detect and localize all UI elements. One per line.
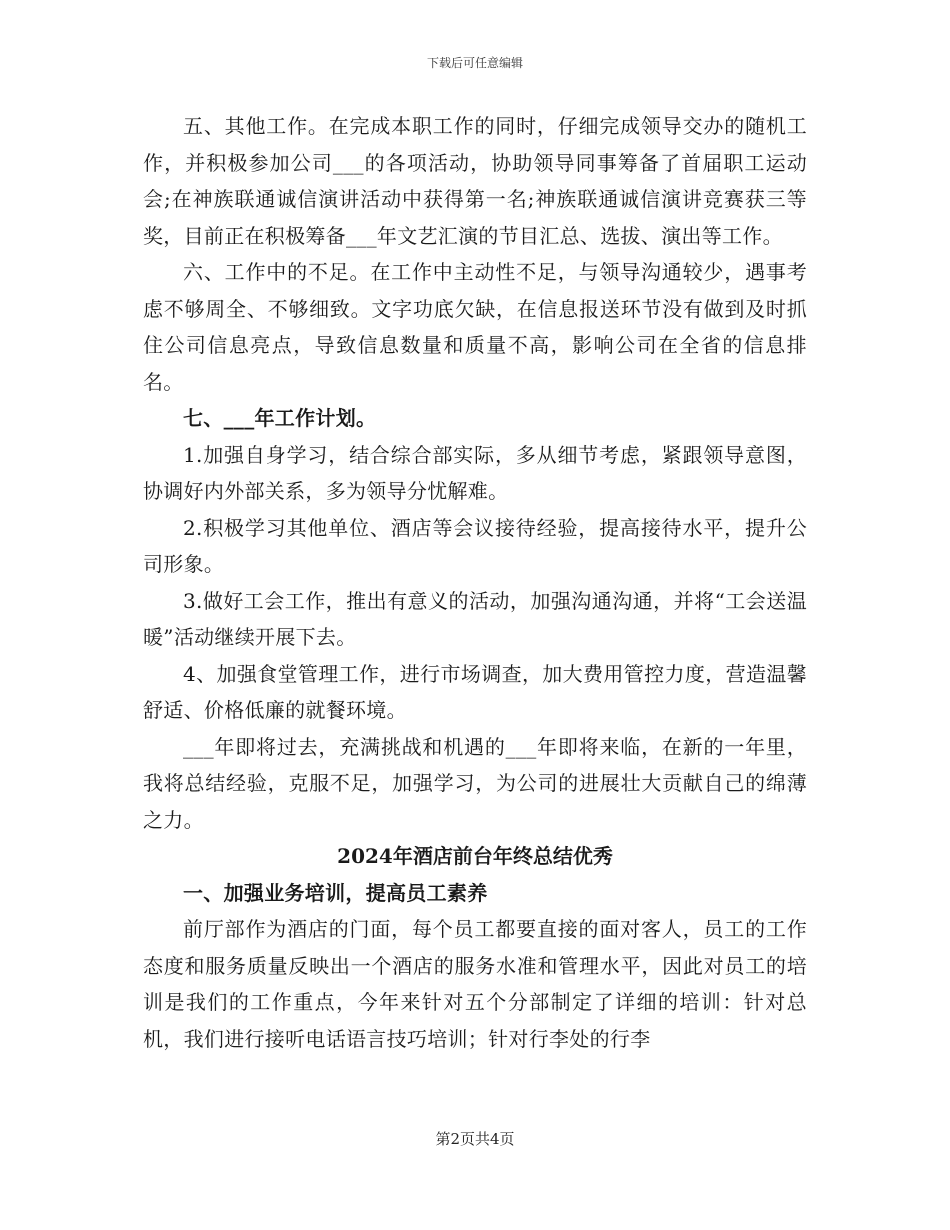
paragraph-training: 前厅部作为酒店的门面，每个员工都要直接的面对客人，员工的工作态度和服务质量反映出一个酒店的服务水准和管理水平，因此对员工的培训是我们的工作重点，今年来针对五个分部制定了详细的培训：针对总机，我们进行接听电话语言技巧培训；针对行李处的行李 (143, 917, 807, 1051)
page-number: 第2页共4页 (435, 1130, 515, 1148)
document-body (143, 108, 807, 1057)
document-title: 2024年酒店前台年终总结优秀 (337, 844, 613, 868)
paragraph-closing: ___年即将过去，充满挑战和机遇的___年即将来临，在新的一年里，我将总结经验，克服不足，加强学习，为公司的进展壮大贡献自己的绵薄之力。 (143, 734, 807, 832)
section-heading-training: 一、加强业务培训，提高员工素养 (183, 880, 488, 905)
plan-item-1: 1.加强自身学习，结合综合部实际，多从细节考虑，紧跟领导意图，协调好内外部关系，多为领导分忧解难。 (143, 442, 807, 503)
plan-item-4: 4、加强食堂管理工作，进行市场调查，加大费用管控力度，营造温馨舒适、价格低廉的就餐环境。 (143, 661, 807, 722)
paragraph-shortcomings: 六、工作中的不足。在工作中主动性不足，与领导沟通较少，遇事考虑不够周全、不够细致。文字功底欠缺，在信息报送环节没有做到及时抓住公司信息亮点，导致信息数量和质量不高，影响公司在全省的信息排名。 (143, 260, 807, 394)
paragraph-other-work: 五、其他工作。在完成本职工作的同时，仔细完成领导交办的随机工作，并积极参加公司___的各项活动，协助领导同事筹备了首届职工运动会;在神族联通诚信演讲活动中获得第一名;神族联通诚信演讲竞赛获三等奖，目前正在积极筹备___年文艺汇演的节目汇总、选拔、演出等工作。 (143, 114, 807, 248)
plan-item-3: 3.做好工会工作，推出有意义的活动，加强沟通沟通，并将“工会送温暖”活动继续开展下去。 (143, 588, 807, 649)
section-heading-work-plan: 七、___年工作计划。 (183, 406, 377, 430)
page-header: 下载后可任意编辑 (426, 56, 523, 70)
plan-item-2: 2.积极学习其他单位、酒店等会议接待经验，提高接待水平，提升公司形象。 (143, 515, 807, 576)
